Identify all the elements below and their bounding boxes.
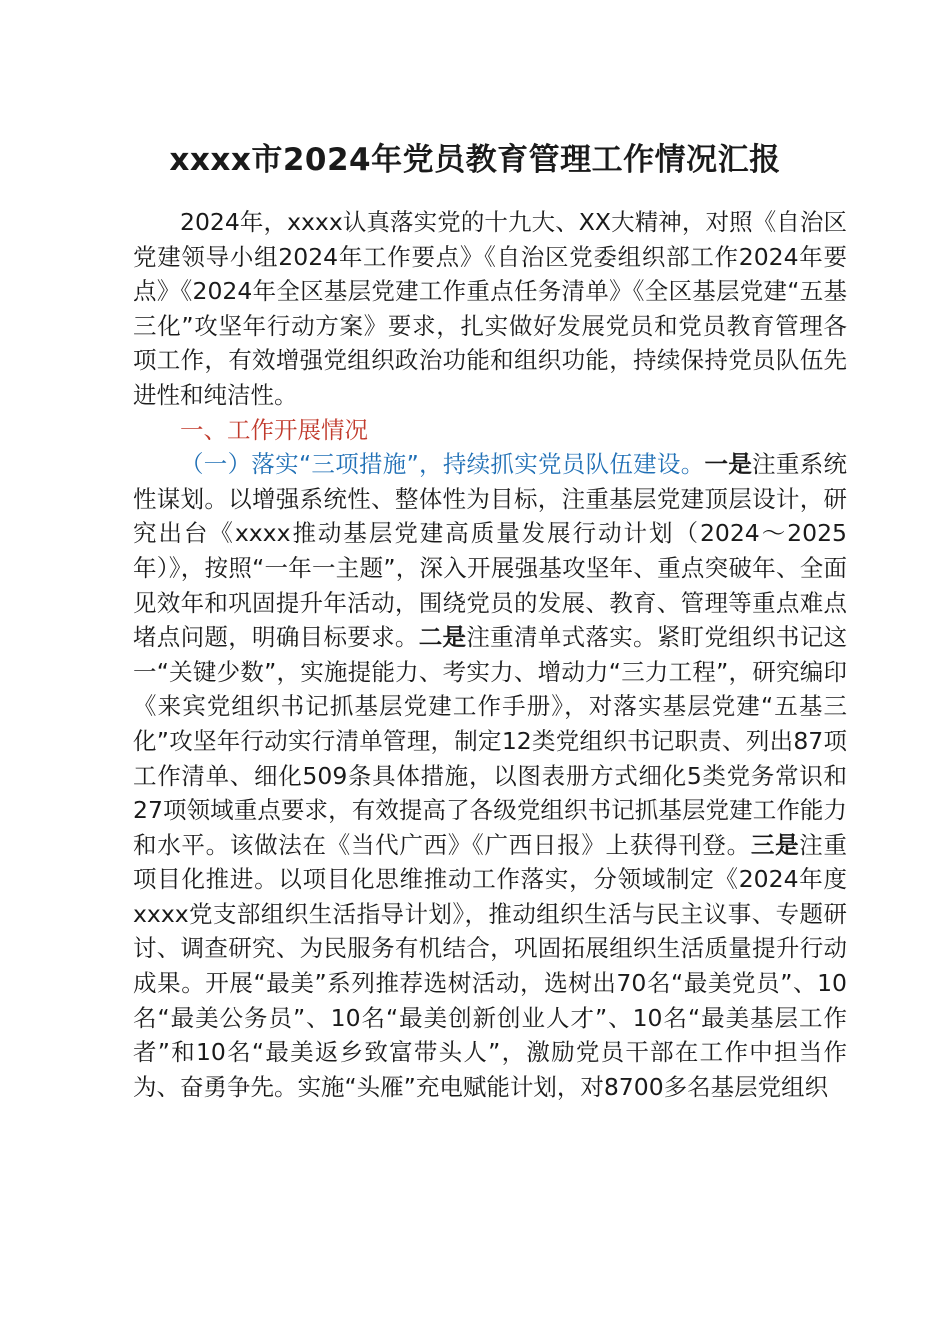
subsection-paragraph [133, 447, 847, 1104]
point-1-text: 注重系统性谋划。以增强系统性、整体性为目标，注重基层党建顶层设计，研究出台《xxxx推动基层党建高质量发展行动计划（2024～2025年）》，按照“一年一主题”，深入开展强基攻坚年、重点突破年、全面见效年和巩固提升年活动，围绕党员的发展、教育、管理等重点难点堵点问题，明确目标要求。 [133, 450, 848, 652]
document-title: xxxx市2024年党员教育管理工作情况汇报 [169, 142, 781, 178]
point-2-text: 注重清单式落实。紧盯党组织书记这一“关键少数”，实施提能力、考实力、增动力“三力工程”，研究编印《来宾党组织书记抓基层党建工作手册》，对落实基层党建“五基三化”攻坚年行动实行清单管理，制定12类党组织书记职责、列出87项工作清单、细化509条具体措施，以图表册方式细化5类党务常识和27项领域重点要求，有效提高了各级党组织书记抓基层党建工作能力和水平。该做法在《当代广西》《广西日报》上获得刊登。 [133, 623, 848, 859]
point-3-text: 注重项目化推进。以项目化思维推动工作落实，分领域制定《2024年度xxxx党支部组织生活指导计划》，推动组织生活与民主议事、专题研讨、调查研究、为民服务有机结合，巩固拓展组织生活质量提升行动成果。开展“最美”系列推荐选树活动，选树出70名“最美党员”、10名“最美公务员”、10名“最美创新创业人才”、10名“最美基层工作者”和10名“最美返乡致富带头人”，激励党员干部在工作中担当作为、奋勇争先。实施“头雁”充电赋能计划，对8700多名基层党组织 [133, 830, 848, 1101]
intro-paragraph: 2024年，xxxx认真落实党的十九大、XX大精神，对照《自治区党建领导小组2024年工作要点》《自治区党委组织部工作2024年要点》《2024年全区基层党建工作重点任务清单》《全区基层党建“五基三化”攻坚年行动方案》要求，扎实做好发展党员和党员教育管理各项工作，有效增强党组织政治功能和组织功能，持续保持党员队伍先进性和纯洁性。 [133, 208, 847, 409]
point-1-label: 一是 [704, 450, 753, 479]
point-3-label: 三是 [750, 830, 800, 859]
section-heading: 一、工作开展情况 [180, 415, 368, 444]
document-body [133, 205, 847, 1104]
point-2-label: 二是 [418, 623, 467, 652]
subsection-heading: （一）落实“三项措施”，持续抓实党员队伍建设。 [180, 450, 705, 479]
